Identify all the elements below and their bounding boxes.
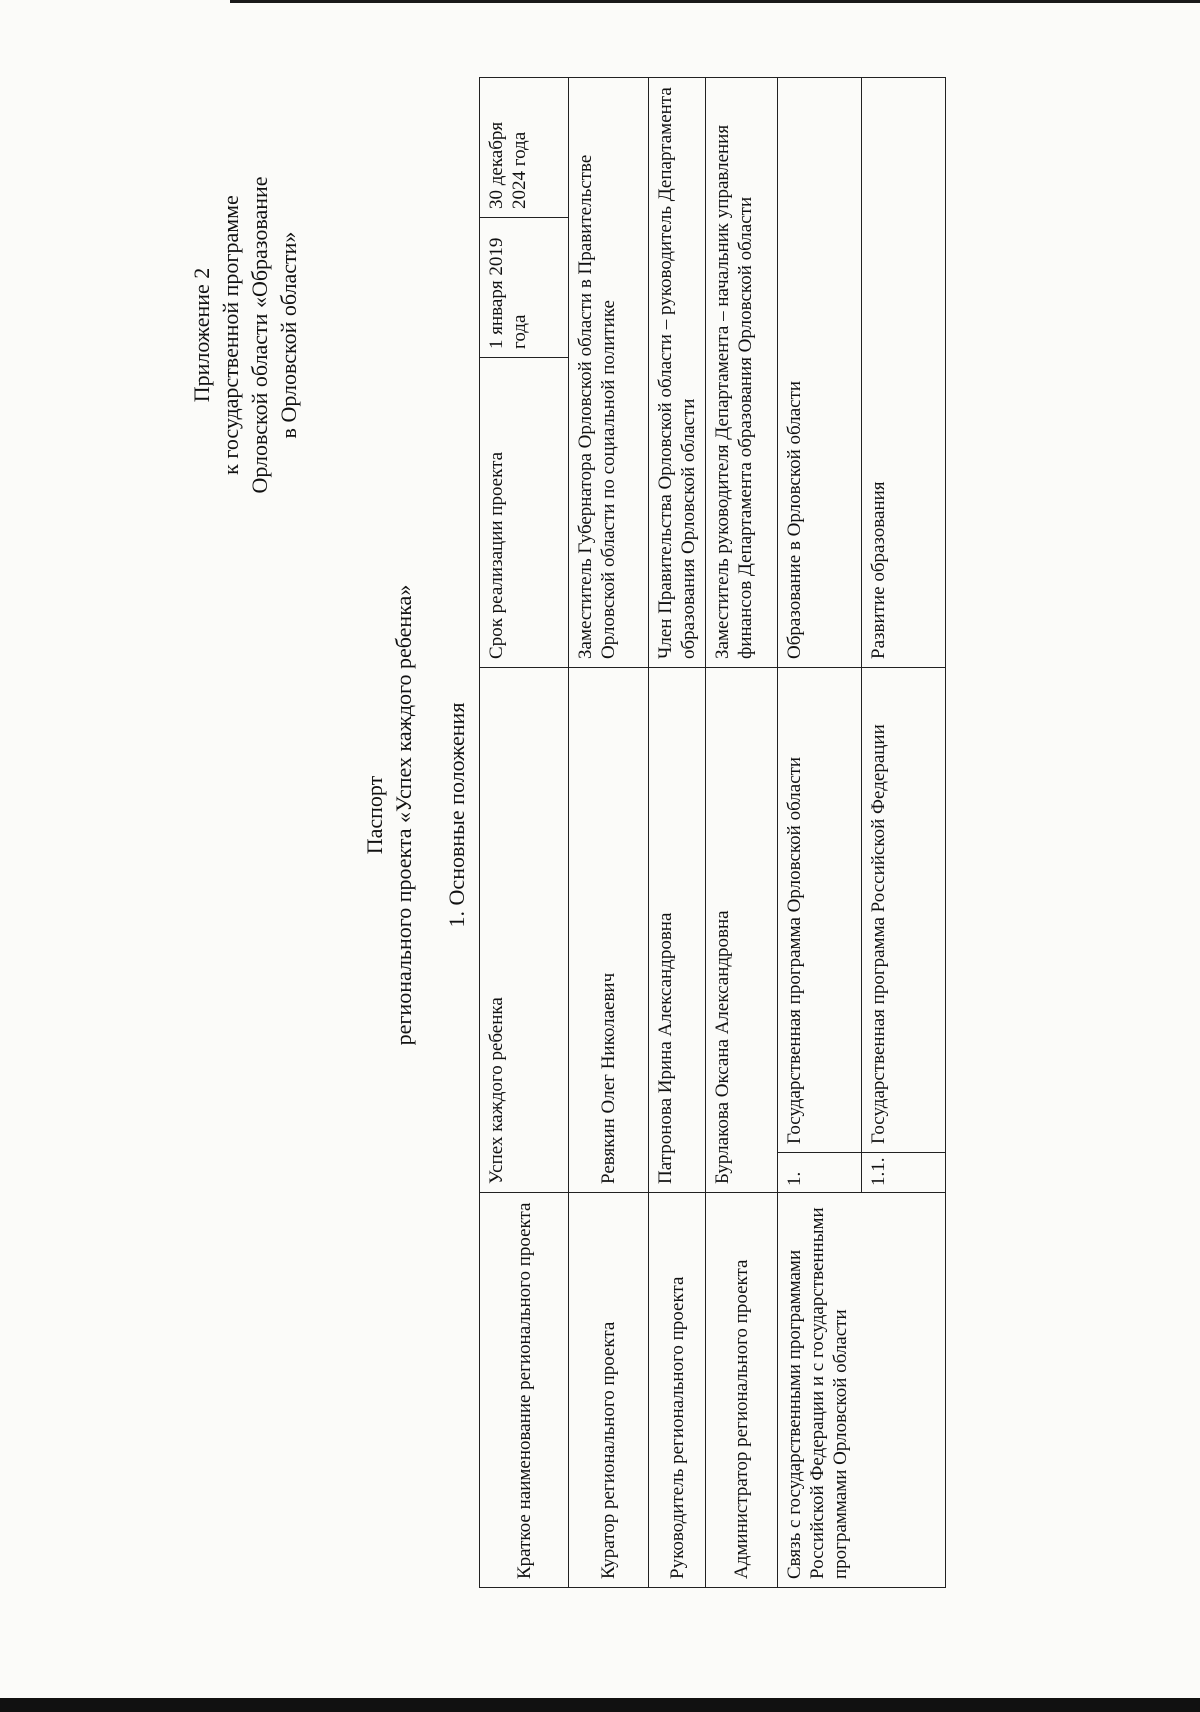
end-date: 30 декабря 2024 года	[486, 121, 530, 209]
appendix-line-2: к государственной программе	[218, 195, 243, 475]
program-2-type: Государственная программа Российской Федерации	[862, 667, 946, 1152]
table-row	[480, 77, 569, 1587]
term-label: Срок реализации проекта	[480, 357, 569, 667]
scan-edge-bottom	[0, 1698, 1200, 1712]
curator-position: Заместитель Губернатора Орловской области в Правительстве Орловской области по социальной политике	[569, 77, 649, 667]
table-row	[778, 77, 862, 1587]
table-row	[649, 77, 706, 1587]
curator-name: Ревякин Олег Николаевич	[569, 667, 649, 1192]
program-1-type: Государственная программа Орловской области	[778, 667, 862, 1152]
rotated-page	[15, 15, 1155, 1615]
table-row	[569, 77, 649, 1587]
document-title	[360, 15, 418, 1615]
administrator-position: Заместитель руководителя Департамента – начальник управления финансов Департамента образования Орловской области	[706, 77, 778, 667]
passport-table	[479, 77, 946, 1588]
program-2-number: 1.1.	[862, 1153, 946, 1193]
program-1-number: 1.	[778, 1153, 862, 1193]
term-dates-cell	[480, 77, 569, 357]
title-line-2: регионального проекта «Успех каждого ребенка»	[391, 584, 416, 1046]
leader-label: Руководитель регионального проекта	[649, 1193, 706, 1588]
administrator-name: Бурлакова Оксана Александровна	[706, 667, 778, 1192]
appendix-line-4: в Орловской области»	[276, 231, 301, 439]
term-dates	[480, 78, 568, 357]
administrator-label: Администратор регионального проекта	[706, 1193, 778, 1588]
programs-link-label: Связь с государственными программами Российской Федерации и с государственными программами Орловской области	[778, 1193, 946, 1588]
curator-label: Куратор регионального проекта	[569, 1193, 649, 1588]
leader-position: Член Правительства Орловской области – руководитель Департамента образования Орловской области	[649, 77, 706, 667]
program-1-value: Образование в Орловской области	[778, 77, 862, 667]
title-line-1: Паспорт	[362, 775, 387, 855]
short-name-label: Краткое наименование регионального проекта	[480, 1193, 569, 1588]
appendix-header	[187, 145, 303, 525]
appendix-line-3: Орловской области «Образование	[247, 176, 272, 494]
leader-name: Патронова Ирина Александровна	[649, 667, 706, 1192]
program-2-value: Развитие образования	[862, 77, 946, 667]
table-row	[706, 77, 778, 1587]
section-heading: 1. Основные положения	[444, 702, 469, 928]
short-name-value: Успех каждого ребенка	[480, 667, 569, 1192]
start-date: 1 января 2019 года	[480, 217, 568, 357]
appendix-line-1: Приложение 2	[189, 267, 214, 403]
scan-edge-top	[230, 0, 1200, 3]
